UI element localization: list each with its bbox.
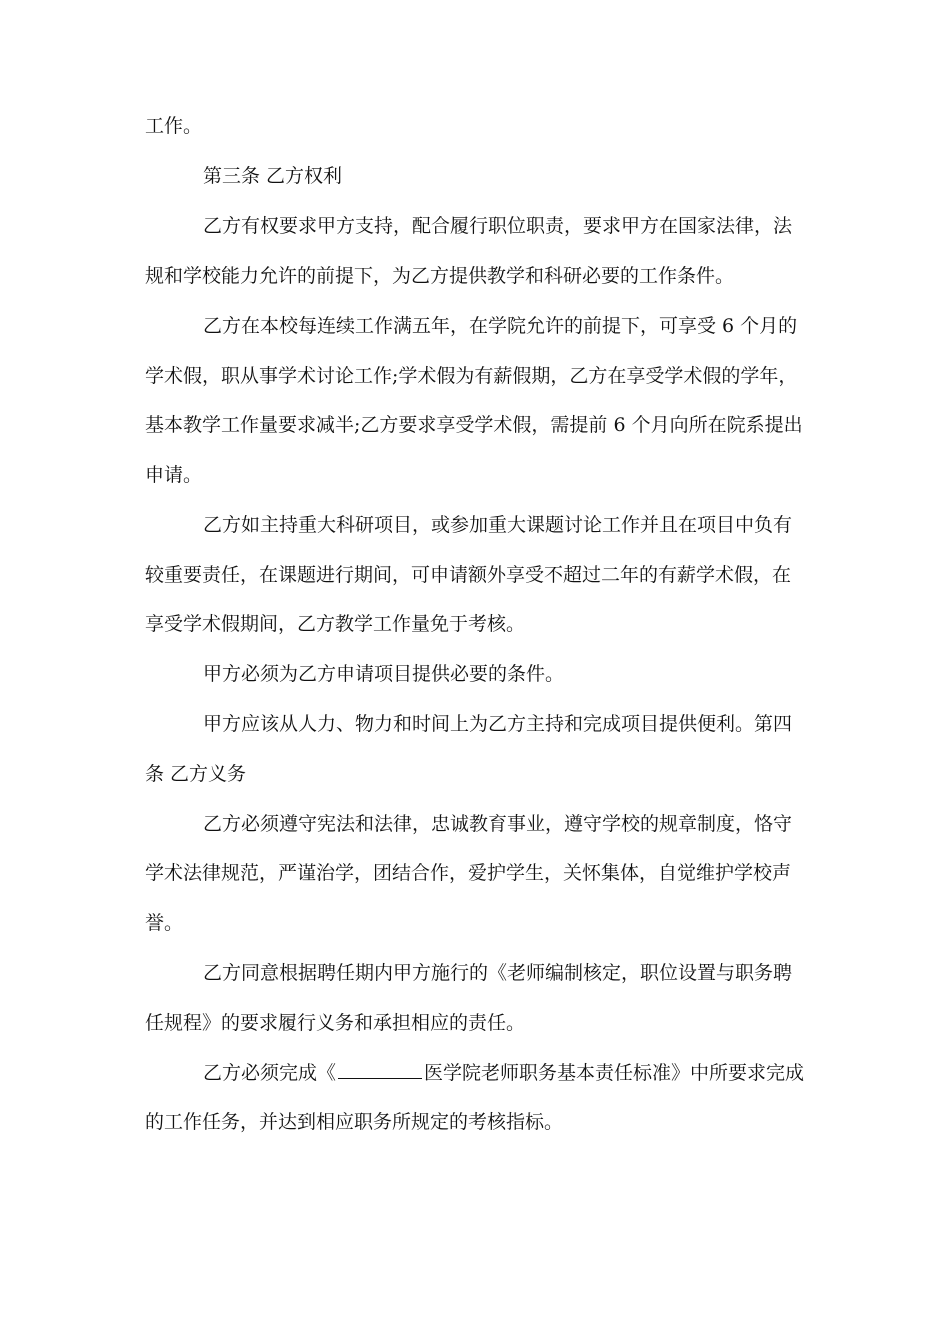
- text-line: 基本教学工作量要求减半;乙方要求享受学术假，需提前 6 个月向所在院系提出: [145, 414, 803, 436]
- text-line: 工作。: [145, 115, 203, 137]
- text-line: 甲方应该从人力、物力和时间上为乙方主持和完成项目提供便利。第四: [203, 713, 793, 735]
- text-line: 甲方必须为乙方申请项目提供必要的条件。: [203, 663, 565, 685]
- text-line: 申请。: [145, 464, 203, 486]
- text-line: [203, 1059, 810, 1087]
- text-line: 的工作任务，并达到相应职务所规定的考核指标。: [145, 1111, 564, 1133]
- text-line: 乙方在本校每连续工作满五年，在学院允许的前提下，可享受 6 个月的: [203, 315, 798, 337]
- text-fragment: 乙方必须完成《: [203, 1062, 337, 1084]
- text-line: 学术法律规范，严谨治学，团结合作，爱护学生，关怀集体，自觉维护学校声: [145, 862, 792, 884]
- text-line: 誉。: [145, 912, 184, 934]
- text-line: 乙方必须遵守宪法和法律，忠诚教育事业，遵守学校的规章制度，恪守: [203, 813, 793, 835]
- text-line: 学术假，职从事学术讨论工作;学术假为有薪假期，乙方在享受学术假的学年，: [145, 365, 798, 387]
- text-line: 乙方如主持重大科研项目，或参加重大课题讨论工作并且在项目中负有: [203, 514, 793, 536]
- text-line: 规和学校能力允许的前提下，为乙方提供教学和科研必要的工作条件。: [145, 265, 735, 287]
- text-line: 乙方有权要求甲方支持，配合履行职位职责，要求甲方在国家法律，法: [203, 215, 793, 237]
- section-heading: 条 乙方义务: [145, 763, 247, 785]
- text-line: 任规程》的要求履行义务和承担相应的责任。: [145, 1012, 526, 1034]
- text-line: 享受学术假期间，乙方教学工作量免于考核。: [145, 613, 526, 635]
- text-line: 较重要责任，在课题进行期间，可申请额外享受不超过二年的有薪学术假，在: [145, 564, 792, 586]
- fill-in-blank: [338, 1062, 422, 1079]
- section-heading: 第三条 乙方权利: [203, 165, 343, 187]
- text-line: 乙方同意根据聘任期内甲方施行的《老师编制核定，职位设置与职务聘: [203, 962, 793, 984]
- text-fragment: 医学院老师职务基本责任标准》中所要求完成: [424, 1062, 805, 1084]
